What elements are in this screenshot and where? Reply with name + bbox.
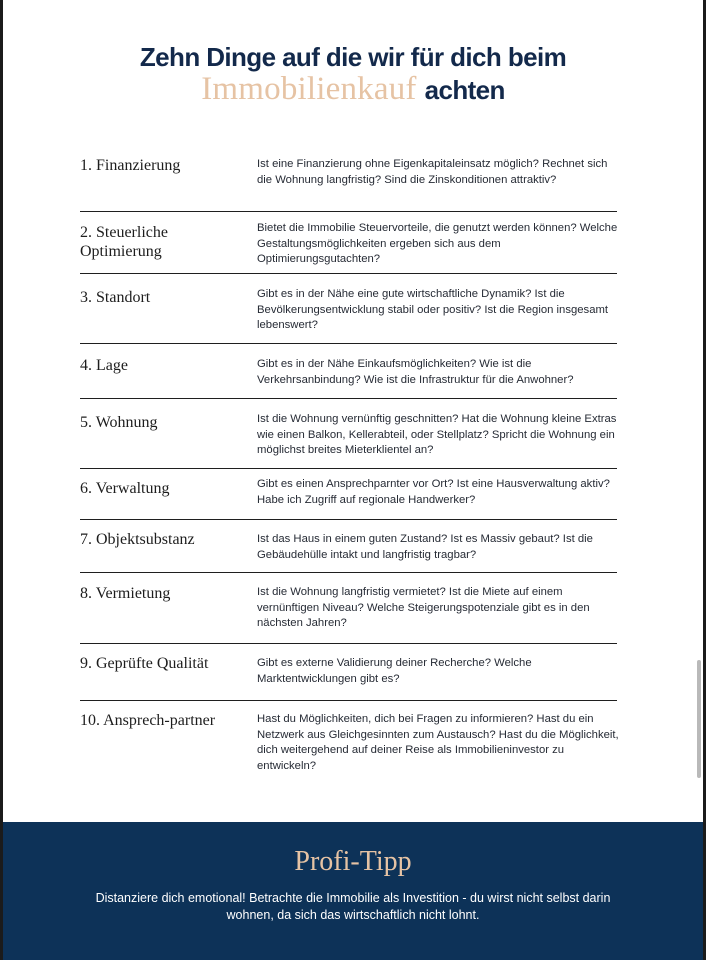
title-accent-word: Immobilienkauf [201, 71, 417, 107]
item-term: 4. Lage [80, 357, 128, 374]
table-row [80, 520, 617, 573]
item-description: Ist eine Finanzierung ohne Eigenkapitaleinsatz möglich? Rechnet sich die Wohnung langfristig? Sind die Zinskonditionen attraktiv? [257, 158, 608, 186]
tip-banner [3, 822, 703, 960]
item-description: Ist das Haus in einem guten Zustand? Ist es Massiv gebaut? Ist die Gebäudehülle intakt und langfristig tragbar? [257, 533, 593, 561]
item-term: 1. Finanzierung [80, 157, 181, 174]
item-description: Gibt es in der Nähe Einkaufsmöglichkeiten? Wie ist die Verkehrsanbindung? Wie ist die Infrastruktur für die Anwohner? [257, 358, 574, 386]
item-term: 3. Standort [80, 289, 151, 306]
table-row [80, 644, 617, 701]
tip-title: Profi-Tipp [294, 846, 412, 877]
item-term: 8. Vermietung [80, 585, 171, 602]
table-row [80, 212, 617, 274]
item-term: 6. Verwaltung [80, 480, 170, 497]
table-row [80, 573, 617, 644]
scrollbar-thumb[interactable] [697, 660, 701, 778]
item-term: 2. Steuerliche Optimierung [80, 224, 168, 260]
item-description: Gibt es in der Nähe eine gute wirtschaftliche Dynamik? Ist die Bevölkerungsentwicklung stabil oder positiv? Ist die Region insgesamt lebenswert? [257, 288, 609, 331]
item-description: Gibt es externe Validierung deiner Recherche? Welche Marktentwicklungen gibt es? [257, 657, 532, 685]
title-after-word: achten [424, 75, 505, 105]
item-description: Bietet die Immobilie Steuervorteile, die genutzt werden können? Welche Gestaltungsmöglichkeiten ergeben sich aus dem Optimierungsgutachten? [257, 222, 618, 265]
title-line-1: Zehn Dinge auf die wir für dich beim [139, 42, 567, 72]
page-title [0, 40, 706, 112]
item-description: Gibt es einen Ansprechparnter vor Ort? Ist eine Hausverwaltung aktiv? Habe ich Zugriff auf regionale Handwerker? [257, 478, 610, 506]
table-row [80, 399, 617, 469]
item-term: 7. Objektsubstanz [80, 531, 195, 548]
table-row [80, 344, 617, 399]
window-frame-left [0, 0, 3, 960]
item-description: Ist die Wohnung vernünftig geschnitten? Hat die Wohnung kleine Extras wie einen Balkon, Kellerabteil, oder Stellplatz? Spricht die Wohnung ein möglichst breites Mieterklientel an? [257, 413, 617, 456]
table-row [80, 140, 617, 212]
table-row [80, 701, 617, 781]
item-description: Ist die Wohnung langfristig vermietet? Ist die Miete auf einem vernünftigen Niveau? Welche Steigerungspotenziale gibt es in den nächsten Jahren? [257, 586, 590, 629]
item-term: 10. Ansprech-partner [80, 712, 216, 729]
table-row [80, 469, 617, 520]
tip-text: Distanziere dich emotional! Betrachte die Immobilie als Investition - du wirst nicht selbst darin wohnen, da sich das wirtschaftlich nicht lohnt. [95, 891, 611, 922]
title-line-2 [0, 72, 706, 112]
item-term: 9. Geprüfte Qualität [80, 655, 209, 672]
item-description: Hast du Möglichkeiten, dich bei Fragen zu informieren? Hast du ein Netzwerk aus Gleichgesinnten zum Austausch? Hast du die Möglichkeit, dich weitergehend auf deiner Reise als Immobilieninvestor zu entwickeln? [257, 713, 619, 772]
table-row [80, 274, 617, 344]
item-term: 5. Wohnung [80, 414, 158, 431]
